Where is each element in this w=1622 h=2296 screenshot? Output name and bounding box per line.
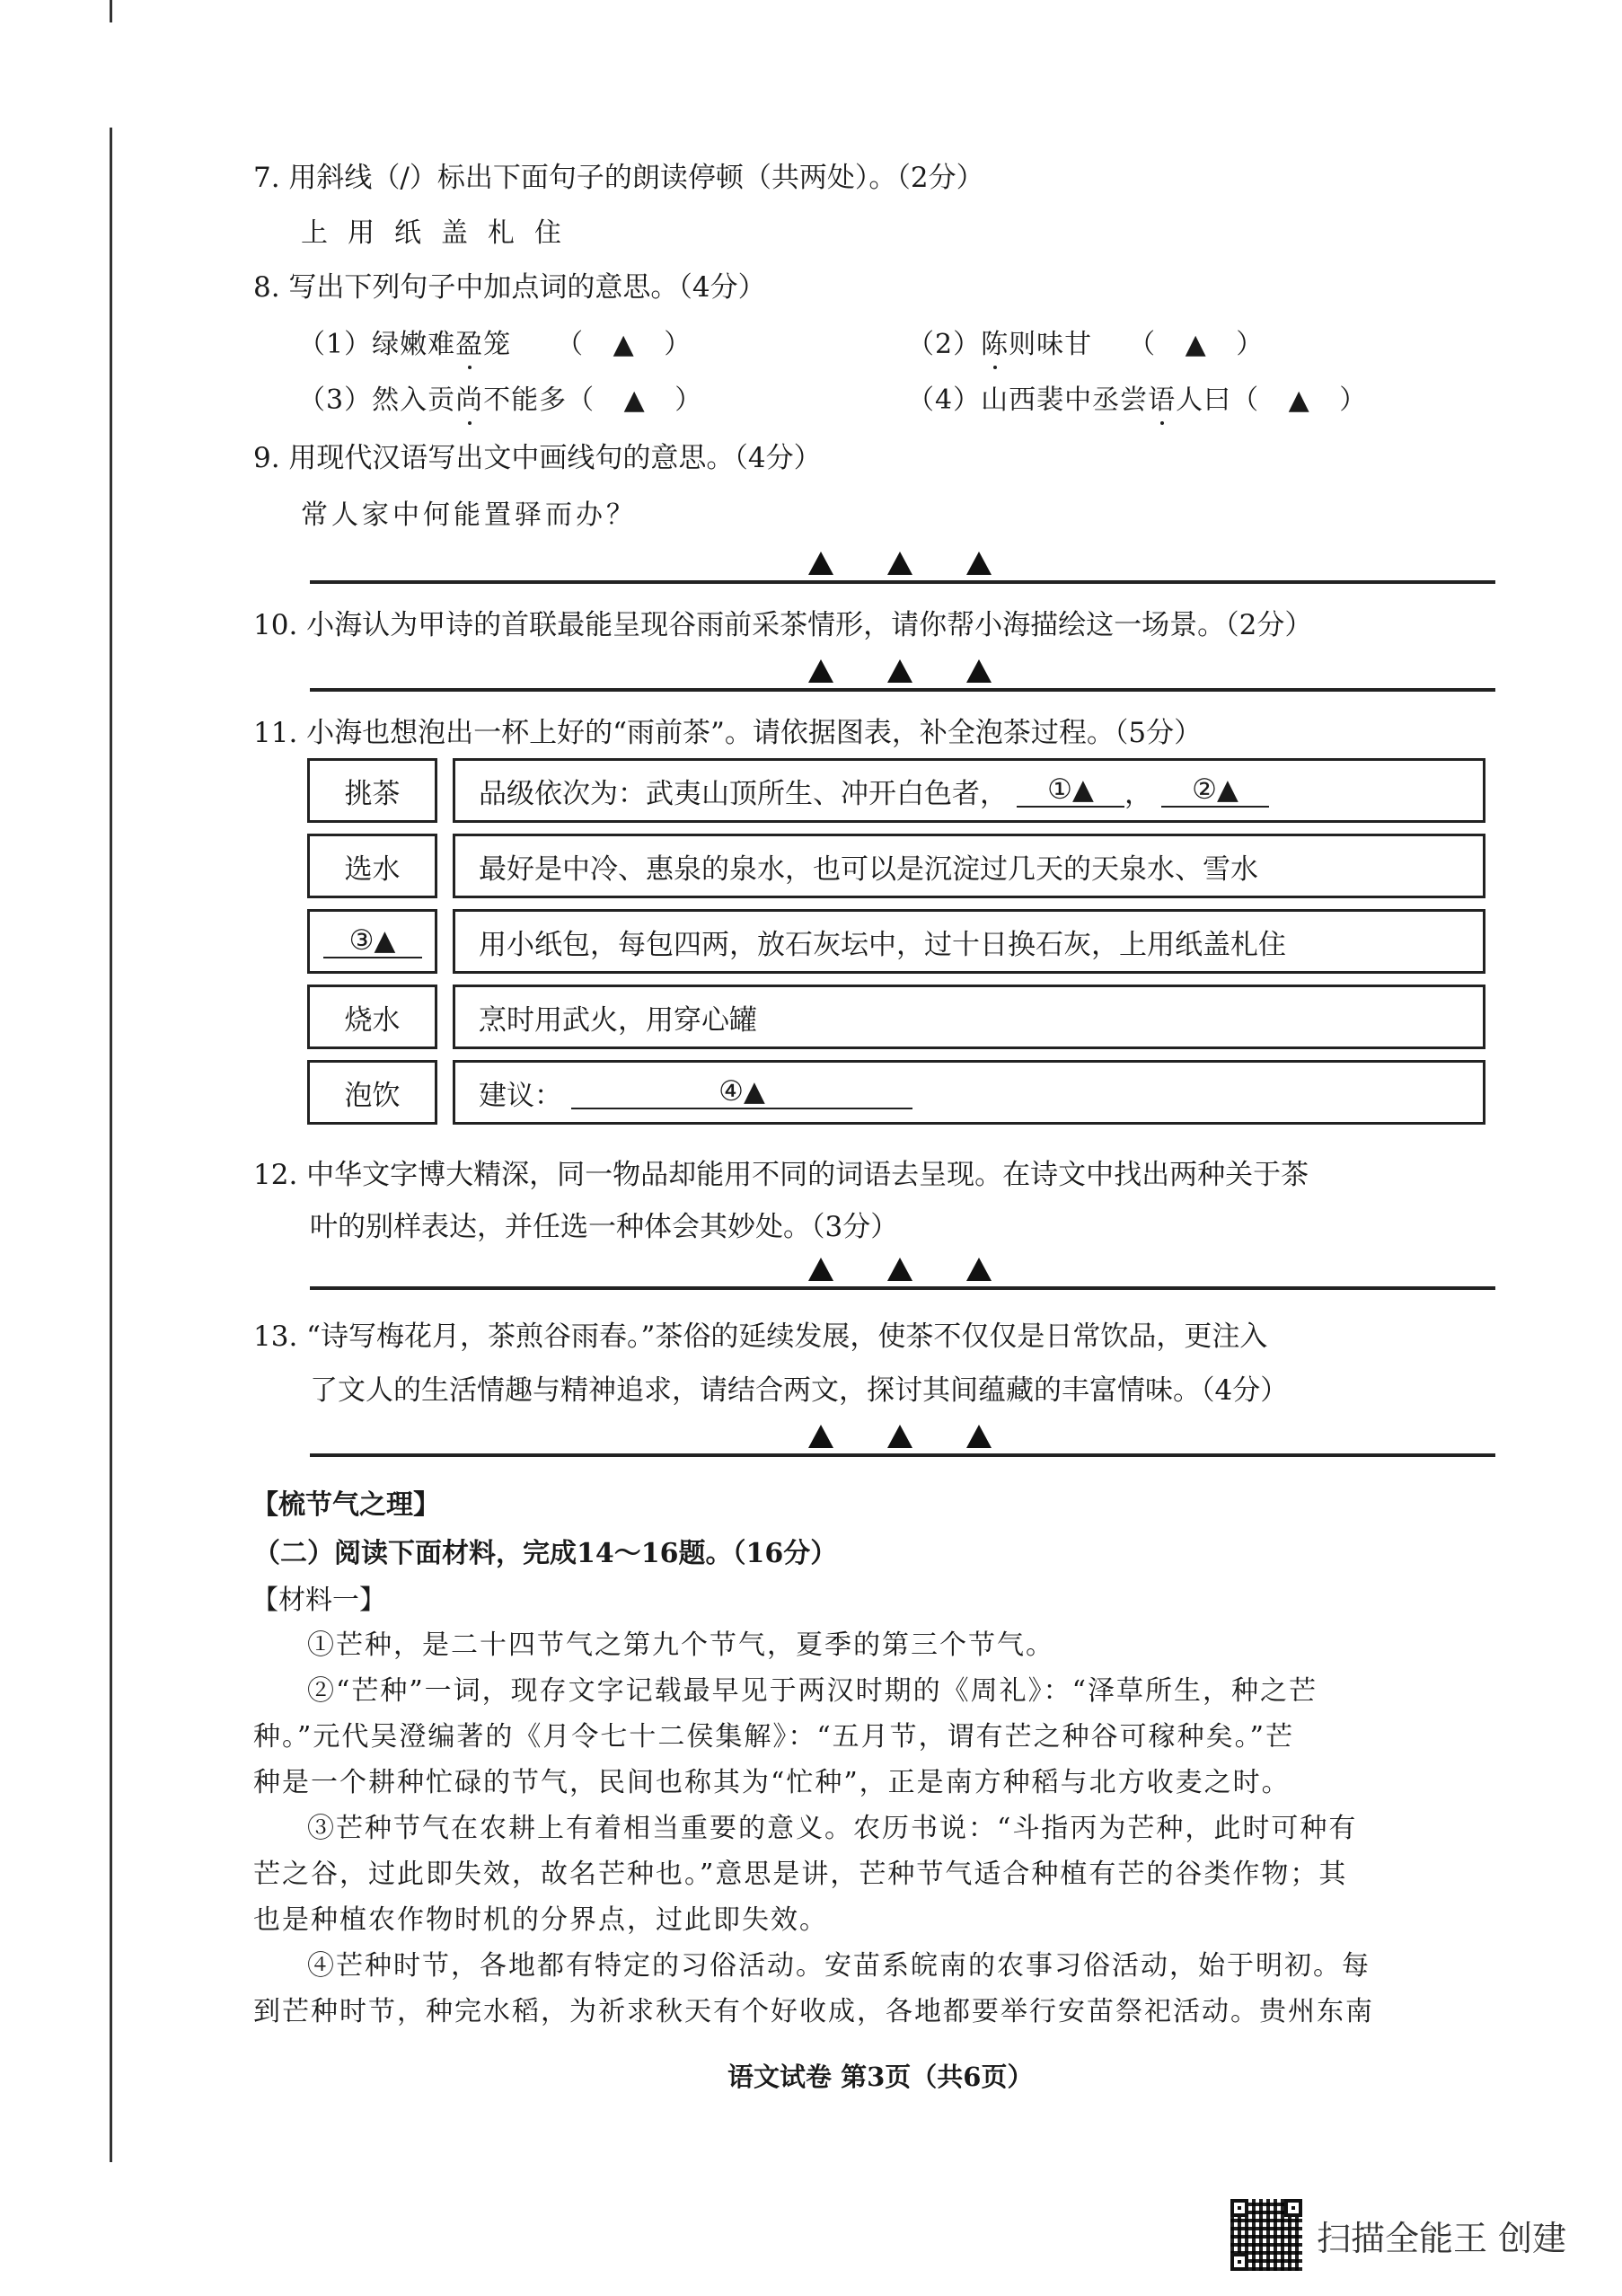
triangle-icon xyxy=(808,1425,833,1448)
item-number: （2） xyxy=(907,329,982,360)
step-content-pick-tea xyxy=(453,758,1485,823)
page-footer: 语文试卷 第3页（共6页） xyxy=(727,2062,1034,2092)
triangle-icon xyxy=(808,1258,833,1281)
triangle-icon xyxy=(966,1425,992,1448)
question-10-prompt: 10. 小海认为甲诗的首联最能呈现谷雨前采茶情形，请你帮小海描绘这一场景。（2分） xyxy=(253,609,1313,641)
item-text: 绿嫩难 xyxy=(372,329,456,360)
dotted-word: 尚 xyxy=(455,384,484,416)
question-8-item-2 xyxy=(907,322,1274,361)
question-12-line-2: 叶的别样表达，并任选一种体会其妙处。（3分） xyxy=(310,1211,899,1243)
step-content-choose-water xyxy=(453,834,1485,898)
answer-placeholder xyxy=(808,1425,992,1448)
item-text: 则味甘 xyxy=(1009,329,1093,360)
binding-line xyxy=(110,128,112,2162)
question-8-prompt: 8. 写出下列句子中加点词的意思。（4分） xyxy=(253,271,766,304)
question-9-prompt: 9. 用现代汉语写出文中画线句的意思。（4分） xyxy=(253,442,822,474)
question-13-line-2: 了文人的生活情趣与精神追求，请结合两文，探讨其间蕴藏的丰富情味。（4分） xyxy=(310,1374,1289,1407)
separator: ， xyxy=(1124,777,1152,810)
paragraph-1: ①芒种，是二十四节气之第九个节气，夏季的第三个节气。 xyxy=(307,1629,1054,1661)
step-label-brew: 泡饮 xyxy=(307,1060,437,1125)
step-content-boil-water xyxy=(453,985,1485,1049)
step-label-boil-water: 烧水 xyxy=(307,985,437,1049)
step-label-choose-water: 选水 xyxy=(307,834,437,898)
item-number: （1） xyxy=(298,329,373,360)
step-text: 烹时用武火，用穿心罐 xyxy=(479,1003,757,1037)
answer-blank-4[interactable]: ④▲ xyxy=(571,1075,912,1109)
step-label-pick-tea: 挑茶 xyxy=(307,758,437,823)
scanner-watermark xyxy=(1230,2199,1566,2271)
section-title: 【梳节气之理】 xyxy=(251,1489,440,1521)
question-11-prompt: 11. 小海也想泡出一杯上好的“雨前茶”。请依据图表，补全泡茶过程。（5分） xyxy=(253,717,1203,749)
step-content-store-tea xyxy=(453,909,1485,974)
item-text: 不能多 xyxy=(483,384,568,416)
material-paragraphs xyxy=(253,1622,1374,2035)
step-text: 建议： xyxy=(479,1079,562,1112)
paragraph-4-line-1: ④芒种时节，各地都有特定的习俗活动。安苗系皖南的农事习俗活动，始于明初。每 xyxy=(307,1950,1371,1982)
answer-placeholder xyxy=(808,659,992,683)
step-text: 品级依次为：武夷山顶所生、冲开白色者， xyxy=(479,777,1008,810)
answer-blank-1[interactable]: ①▲ xyxy=(1017,773,1124,808)
paragraph-3-line-1: ③芒种节气在农耕上有着相当重要的意义。农历书说：“斗指丙为芒种，此时可种有 xyxy=(307,1813,1358,1844)
qr-code-icon xyxy=(1230,2199,1302,2271)
question-8-item-4 xyxy=(907,377,1377,417)
dotted-word: 陈 xyxy=(981,329,1009,360)
binding-line xyxy=(110,0,112,22)
step-text: 用小纸包，每包四两，放石灰坛中，过十日换石灰，上用纸盖札住 xyxy=(479,928,1286,961)
dotted-word: 盈 xyxy=(455,329,484,360)
triangle-icon xyxy=(808,552,833,575)
watermark-text: 扫描全能王 创建 xyxy=(1317,2218,1567,2258)
answer-blank-2[interactable]: ②▲ xyxy=(1161,773,1269,808)
step-text: 最好是中冷、惠泉的泉水，也可以是沉淀过几天的天泉水、雪水 xyxy=(479,852,1258,886)
question-13-line-1: 13. “诗写梅花月，茶煎谷雨春。”茶俗的延续发展，使茶不仅仅是日常饮品，更注入 xyxy=(253,1320,1268,1353)
paragraph-2-line-1: ②“芒种”一词，现存文字记载最早见于两汉时期的《周礼》：“泽草所生，种之芒 xyxy=(307,1675,1318,1707)
paragraph-2-line-2: 种。”元代吴澄编著的《月令七十二侯集解》：“五月节，谓有芒之种谷可稼种矣。”芒 xyxy=(253,1721,1295,1753)
answer-line-10[interactable] xyxy=(310,663,1495,692)
step-content-brew xyxy=(453,1060,1485,1125)
answer-placeholder xyxy=(808,1258,992,1281)
question-8-item-1 xyxy=(298,322,701,361)
item-text: 人曰 xyxy=(1176,384,1232,416)
material-label: 【材料一】 xyxy=(251,1585,386,1616)
question-12-line-1: 12. 中华文字博大精深，同一物品却能用不同的词语去呈现。在诗文中找出两种关于茶 xyxy=(253,1159,1309,1191)
triangle-icon xyxy=(887,659,912,683)
triangle-icon xyxy=(966,1258,992,1281)
answer-blank[interactable]: （ ▲ ） xyxy=(567,384,713,416)
paragraph-4-line-2: 到芒种时节，种完水稻，为祈求秋天有个好收成，各地都要举行安苗祭祀活动。贵州东南 xyxy=(253,1996,1374,2027)
answer-blank[interactable]: （ ▲ ） xyxy=(1128,329,1274,360)
answer-line-12[interactable] xyxy=(310,1261,1495,1290)
step-label-blank-3[interactable] xyxy=(307,909,437,974)
answer-line-13[interactable] xyxy=(310,1428,1495,1457)
question-7-sentence: 上用纸盖札住 xyxy=(301,217,581,249)
dotted-word: 语 xyxy=(1148,384,1177,416)
triangle-icon xyxy=(966,552,992,575)
answer-blank-3[interactable]: ③▲ xyxy=(323,924,422,958)
item-text: 笼 xyxy=(483,329,512,360)
paragraph-2-line-3: 种是一个耕种忙碌的节气，民间也称其为“忙种”，正是南方种稻与北方收麦之时。 xyxy=(253,1767,1291,1798)
answer-blank[interactable]: （ ▲ ） xyxy=(1231,384,1378,416)
triangle-icon xyxy=(808,659,833,683)
item-text: 山西裴中丞尝 xyxy=(981,384,1149,416)
answer-placeholder xyxy=(808,552,992,575)
item-number: （3） xyxy=(298,384,373,416)
section-instruction: （二）阅读下面材料，完成14～16题。（16分） xyxy=(253,1538,838,1569)
question-9-sentence: 常人家中何能置驿而办？ xyxy=(301,499,637,531)
answer-blank[interactable]: （ ▲ ） xyxy=(556,329,702,360)
question-7-prompt: 7. 用斜线（/）标出下面句子的朗读停顿（共两处）。（2分） xyxy=(253,162,984,194)
question-8-item-3 xyxy=(298,377,712,417)
item-text: 然入贡 xyxy=(372,384,456,416)
paragraph-3-line-2: 芒之谷，过此即失效，故名芒种也。”意思是讲，芒种节气适合种植有芒的谷类作物；其 xyxy=(253,1859,1348,1890)
triangle-icon xyxy=(887,1258,912,1281)
paragraph-3-line-3: 也是种植农作物时机的分界点，过此即失效。 xyxy=(253,1904,828,1936)
triangle-icon xyxy=(966,659,992,683)
triangle-icon xyxy=(887,1425,912,1448)
triangle-icon xyxy=(887,552,912,575)
item-number: （4） xyxy=(907,384,982,416)
answer-line-9[interactable] xyxy=(310,555,1495,584)
